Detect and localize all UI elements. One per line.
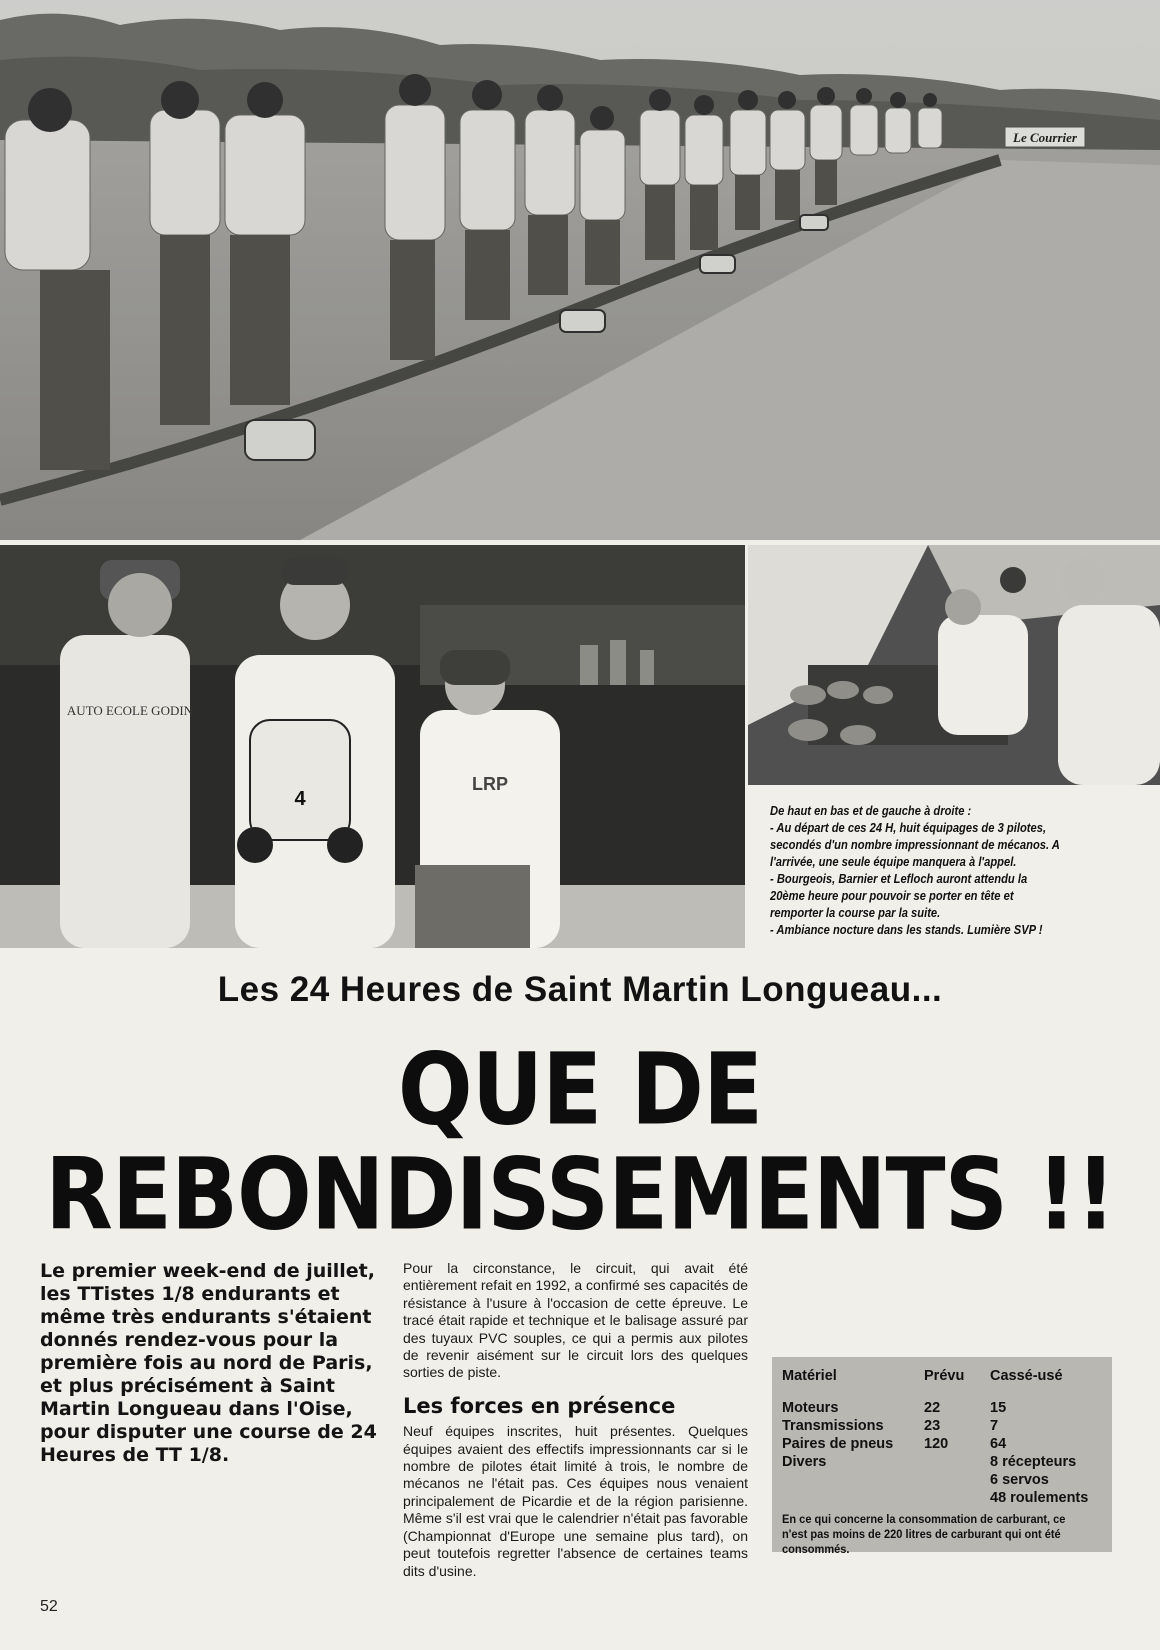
table-cell: 6 servos [990,1472,1049,1488]
equipment-table-box [772,1357,1112,1556]
table-cell [924,1453,990,1471]
photo-pit-stands [748,545,1160,785]
headline-line-1: QUE DE [397,1031,763,1148]
body-paragraph-2: Neuf équipes inscrites, huit présentes. Quelques équipes avaient des effectifs impressionnants car si le nombre de pilotes était limité à trois, le nombre de mécanos ne l'était pas. Ces équipes nous venaient principalement de Picardie et de la région parisienne. Même s'il est vrai que le calendrier n'était pas favorable (Championnat d'Europe une semaine plus tard), on peut toutefois regretter l'absence de certaines teams dits d'usine. [403,1423,748,1579]
table-row [782,1417,1102,1435]
table-cell: 23 [924,1418,941,1434]
table-cell: Divers [782,1454,827,1470]
article-kicker: Les 24 Heures de Saint Martin Longueau... [217,970,943,1009]
photo-winners [0,545,745,948]
table-cell: 15 [990,1400,1007,1416]
table-row [782,1399,1102,1417]
photo-race-start [0,0,1160,540]
shirt-text-auto-ecole: AUTO ECOLE GODIN [66,703,194,718]
photo-race-start-image [0,0,1160,540]
table-cell: 48 roulements [990,1490,1089,1506]
table-cell: Moteurs [782,1400,839,1416]
table-cell [924,1471,990,1489]
table-cell: 22 [924,1400,941,1416]
table-cell: Transmissions [782,1418,884,1434]
table-header: Prévu [924,1368,965,1384]
table-header-row [782,1367,1102,1399]
table-note: En ce qui concerne la consommation de carburant, ce n'est pas moins de 220 litres de carburant qui ont été consommés. [782,1514,1066,1556]
lede-text: Le premier week-end de juillet, les TTistes 1/8 endurants et même très endurants s'étaient donnés rendez-vous pour la première fois au nord de Paris, et plus précisément à Saint Martin Longueau dans l'Oise, pour disputer une course de 24 Heures de TT 1/8. [40,1260,377,1466]
table-header: Cassé-usé [990,1368,1063,1384]
table-cell [782,1489,924,1507]
table-row [782,1471,1102,1489]
shirt-text-lrp: LRP [472,774,508,794]
body-column-2 [403,1260,748,1586]
table-cell: 64 [990,1436,1007,1452]
section-subhead: Les forces en présence [403,1393,676,1418]
table-cell: 8 récepteurs [990,1454,1077,1470]
table-cell [782,1471,924,1489]
caption-line-3: - Ambiance nocture dans les stands. Lumière SVP ! [770,922,1043,937]
caption-line-1: - Au départ de ces 24 H, huit équipages de 3 pilotes, secondés d'un nombre impressionnant de mécanos. A l'arrivée, une seule équipe manquera à l'appel. [770,820,1060,869]
page-number: 52 [40,1598,58,1615]
table-row [782,1435,1102,1453]
equipment-table [782,1367,1102,1507]
table-cell: 7 [990,1418,999,1434]
table-cell [924,1489,990,1507]
body-paragraph-1: Pour la circonstance, le circuit, qui avait été entièrement refait en 1992, a confirmé ses capacités de résistance à l'usure à l'occasion de cette épreuve. Le tracé était rapide et technique et le balisage assuré par des tuyaux PVC souples, ce qui a permis aux pilotes de revenir aisément sur le circuit lors des quelques sorties de piste. [403,1260,748,1381]
photo-winners-image [0,545,745,948]
caption-line-intro: De haut en bas et de gauche à droite : [770,803,972,818]
banner-le-courrier: Le Courrier [1013,130,1077,145]
caption-line-2: - Bourgeois, Barnier et Lefloch auront attendu la 20ème heure pour pouvoir se porter en tête et remporter la course par la suite. [770,871,1028,920]
article-lede [40,1260,390,1467]
body-column-3 [771,1260,1114,1266]
table-row [782,1453,1102,1471]
table-cell: Paires de pneus [782,1436,894,1452]
headline-line-2: REBONDISSEMENTS !! [45,1136,1115,1253]
photo-caption [770,802,1062,938]
table-cell: 120 [924,1436,949,1452]
table-header: Matériel [782,1368,837,1384]
car-number: 4 [294,788,306,810]
table-row [782,1489,1102,1507]
photo-pit-stands-image [748,545,1160,785]
